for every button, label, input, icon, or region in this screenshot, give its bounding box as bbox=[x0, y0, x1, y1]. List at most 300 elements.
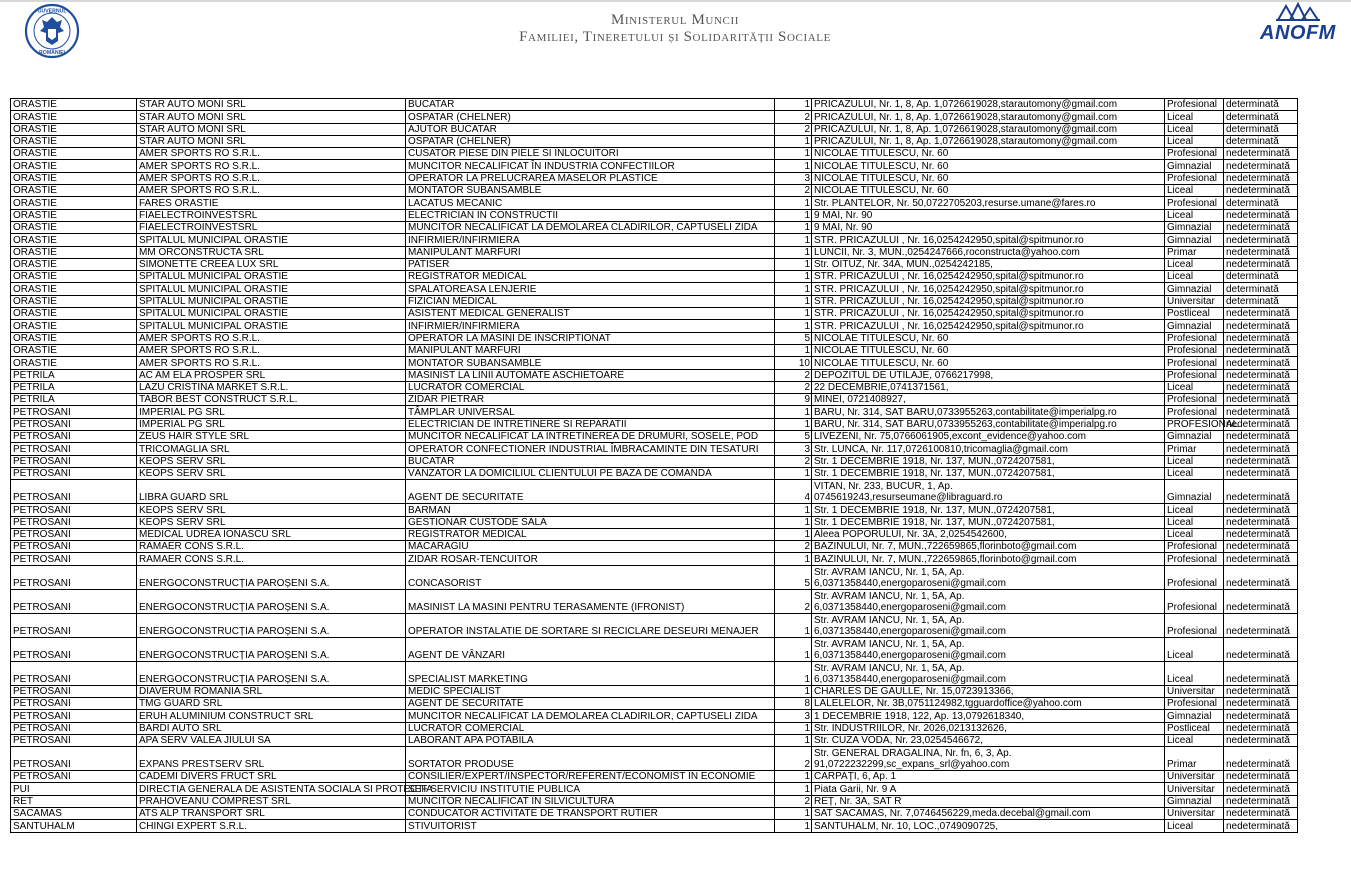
cell-location: PETROSANI bbox=[11, 418, 137, 430]
cell-address bbox=[812, 406, 1165, 418]
cell-address bbox=[812, 480, 1165, 504]
cell-occupation: ZIDAR PIETRAR bbox=[406, 394, 775, 406]
cell-education: Gimnazial bbox=[1165, 795, 1224, 807]
cell-contract-type: nedeterminată bbox=[1224, 308, 1298, 320]
address-line: BAZINULUI, Nr. 7, MUN.,722659865,florinboto@gmail.com bbox=[814, 541, 1077, 553]
cell-location: PETRILA bbox=[11, 381, 137, 393]
cell-occupation: FIZICIAN MEDICAL bbox=[406, 295, 775, 307]
table-row bbox=[11, 185, 1298, 197]
cell-address bbox=[812, 234, 1165, 246]
address-line: NICOLAE TITULESCU, Nr. 60 bbox=[814, 173, 949, 185]
cell-address bbox=[812, 722, 1165, 734]
table-row bbox=[11, 394, 1298, 406]
cell-location: ORASTIE bbox=[11, 320, 137, 332]
cell-employer: RAMAER CONS S.R.L. bbox=[137, 553, 406, 565]
address-line: LALELELOR, Nr. 3B,0751124982,tgguardoffice@yahoo.com bbox=[814, 698, 1082, 710]
cell-address bbox=[812, 820, 1165, 832]
cell-location: PETROSANI bbox=[11, 480, 137, 504]
cell-vacancy-count: 1 bbox=[775, 734, 812, 746]
cell-vacancy-count: 10 bbox=[775, 357, 812, 369]
table-row bbox=[11, 697, 1298, 709]
cell-location: PETROSANI bbox=[11, 661, 137, 685]
cell-occupation: MEDIC SPECIALIST bbox=[406, 685, 775, 697]
cell-vacancy-count: 1 bbox=[775, 553, 812, 565]
cell-contract-type: determinată bbox=[1224, 283, 1298, 295]
table-row bbox=[11, 589, 1298, 613]
cell-location: PETROSANI bbox=[11, 710, 137, 722]
cell-employer: BARDI AUTO SRL bbox=[137, 722, 406, 734]
cell-vacancy-count: 1 bbox=[775, 661, 812, 685]
cell-employer: KEOPS SERV SRL bbox=[137, 504, 406, 516]
cell-occupation: MUNCITOR NECALIFICAT LA ÎNTRETINEREA DE DRUMURI, SOSELE, POD bbox=[406, 431, 775, 443]
cell-education: Liceal bbox=[1165, 637, 1224, 661]
table-row bbox=[11, 418, 1298, 430]
table-row bbox=[11, 637, 1298, 661]
table-row bbox=[11, 197, 1298, 209]
cell-education: Gimnazial bbox=[1165, 160, 1224, 172]
cell-vacancy-count: 2 bbox=[775, 185, 812, 197]
cell-vacancy-count: 1 bbox=[775, 308, 812, 320]
cell-occupation: MUNCITOR NECALIFICAT ÎN INDUSTRIA CONFECTIILOR bbox=[406, 160, 775, 172]
cell-employer: LIBRA GUARD SRL bbox=[137, 480, 406, 504]
cell-education: Profesional bbox=[1165, 369, 1224, 381]
address-line: Str. OITUZ, Nr. 34A, MUN.,0254242185, bbox=[814, 259, 993, 271]
cell-location: PETROSANI bbox=[11, 467, 137, 479]
table-row bbox=[11, 295, 1298, 307]
table-row bbox=[11, 541, 1298, 553]
cell-address bbox=[812, 516, 1165, 528]
cell-location: ORASTIE bbox=[11, 135, 137, 147]
cell-vacancy-count: 5 bbox=[775, 332, 812, 344]
cell-address bbox=[812, 246, 1165, 258]
cell-education: Profesional bbox=[1165, 394, 1224, 406]
cell-vacancy-count: 4 bbox=[775, 480, 812, 504]
cell-location: ORASTIE bbox=[11, 357, 137, 369]
cell-location: PETROSANI bbox=[11, 443, 137, 455]
cell-location: PETROSANI bbox=[11, 722, 137, 734]
cell-vacancy-count: 9 bbox=[775, 394, 812, 406]
cell-occupation: SPECIALIST MARKETING bbox=[406, 661, 775, 685]
table-row bbox=[11, 783, 1298, 795]
cell-address bbox=[812, 258, 1165, 270]
cell-address bbox=[812, 172, 1165, 184]
table-row bbox=[11, 258, 1298, 270]
cell-address bbox=[812, 565, 1165, 589]
cell-location: PETROSANI bbox=[11, 747, 137, 771]
address-line: Str. INDUSTRIILOR, Nr. 2026,0213132626, bbox=[814, 722, 1007, 734]
cell-education: Profesional bbox=[1165, 613, 1224, 637]
cell-education: Liceal bbox=[1165, 258, 1224, 270]
cell-occupation: MANIPULANT MARFURI bbox=[406, 344, 775, 356]
cell-location: PETROSANI bbox=[11, 553, 137, 565]
cell-employer: KEOPS SERV SRL bbox=[137, 455, 406, 467]
svg-text:GUVERNUL: GUVERNUL bbox=[37, 8, 67, 15]
address-line: Aleea POPORULUI, Nr. 3A, 2,0254542600, bbox=[814, 529, 1007, 541]
cell-vacancy-count: 1 bbox=[775, 783, 812, 795]
cell-education: Universitar bbox=[1165, 295, 1224, 307]
cell-education: Gimnazial bbox=[1165, 431, 1224, 443]
cell-employer: ATS ALP TRANSPORT SRL bbox=[137, 808, 406, 820]
cell-occupation: LACATUS MECANIC bbox=[406, 197, 775, 209]
cell-vacancy-count: 5 bbox=[775, 431, 812, 443]
cell-education: Liceal bbox=[1165, 381, 1224, 393]
cell-vacancy-count: 1 bbox=[775, 295, 812, 307]
cell-occupation: SORTATOR PRODUSE bbox=[406, 747, 775, 771]
cell-address bbox=[812, 111, 1165, 123]
table-row bbox=[11, 771, 1298, 783]
cell-contract-type: nedeterminată bbox=[1224, 258, 1298, 270]
cell-address bbox=[812, 99, 1165, 111]
cell-location: ORASTIE bbox=[11, 221, 137, 233]
cell-location: SACAMAS bbox=[11, 808, 137, 820]
cell-address bbox=[812, 418, 1165, 430]
cell-vacancy-count: 1 bbox=[775, 820, 812, 832]
cell-address bbox=[812, 661, 1165, 685]
cell-employer: ERUH ALUMINIUM CONSTRUCT SRL bbox=[137, 710, 406, 722]
job-vacancies-table bbox=[10, 98, 1298, 833]
table-row bbox=[11, 148, 1298, 160]
address-line: STR. PRICAZULUI , Nr. 16,0254242950,spital@spitmunor.ro bbox=[814, 320, 1084, 332]
table-row bbox=[11, 722, 1298, 734]
cell-education: Profesional bbox=[1165, 197, 1224, 209]
address-line: PRICAZULUI, Nr. 1, 8, Ap. 1,0726619028,starautomony@gmail.com bbox=[814, 136, 1118, 148]
cell-employer: STAR AUTO MONI SRL bbox=[137, 99, 406, 111]
cell-education: Profesional bbox=[1165, 332, 1224, 344]
table-row bbox=[11, 480, 1298, 504]
cell-contract-type: determinată bbox=[1224, 123, 1298, 135]
cell-address bbox=[812, 369, 1165, 381]
cell-occupation: SPALATOREASA LENJERIE bbox=[406, 283, 775, 295]
cell-occupation: OPERATOR CONFECTIONER INDUSTRIAL ÎMBRACAMINTE DIN TESATURI bbox=[406, 443, 775, 455]
cell-address bbox=[812, 685, 1165, 697]
address-line: NICOLAE TITULESCU, Nr. 60 bbox=[814, 148, 949, 160]
cell-contract-type: nedeterminată bbox=[1224, 783, 1298, 795]
cell-contract-type: determinată bbox=[1224, 111, 1298, 123]
cell-education: Liceal bbox=[1165, 123, 1224, 135]
cell-vacancy-count: 1 bbox=[775, 246, 812, 258]
address-line: NICOLAE TITULESCU, Nr. 60 bbox=[814, 160, 949, 172]
cell-occupation: REGISTRATOR MEDICAL bbox=[406, 528, 775, 540]
cell-vacancy-count: 1 bbox=[775, 516, 812, 528]
address-line: Str. LUNCA, Nr. 117,0726100810,tricomaglia@gmail.com bbox=[814, 443, 1068, 455]
cell-location: ORASTIE bbox=[11, 246, 137, 258]
cell-education: Liceal bbox=[1165, 209, 1224, 221]
cell-contract-type: nedeterminată bbox=[1224, 697, 1298, 709]
cell-education: Primar bbox=[1165, 443, 1224, 455]
cell-address bbox=[812, 135, 1165, 147]
cell-education: Liceal bbox=[1165, 111, 1224, 123]
cell-occupation: MANIPULANT MARFURI bbox=[406, 246, 775, 258]
cell-education: Liceal bbox=[1165, 467, 1224, 479]
cell-contract-type: determinată bbox=[1224, 197, 1298, 209]
cell-occupation: ASISTENT MEDICAL GENERALIST bbox=[406, 308, 775, 320]
cell-address bbox=[812, 431, 1165, 443]
cell-vacancy-count: 2 bbox=[775, 123, 812, 135]
address-line: DEPOZITUL DE UTILAJE, 0766217998, bbox=[814, 369, 994, 381]
cell-address bbox=[812, 185, 1165, 197]
cell-education: Gimnazial bbox=[1165, 480, 1224, 504]
cell-contract-type: nedeterminată bbox=[1224, 185, 1298, 197]
address-line: PRICAZULUI, Nr. 1, 8, Ap. 1,0726619028,starautomony@gmail.com bbox=[814, 123, 1118, 135]
cell-occupation: AGENT DE VÂNZARI bbox=[406, 637, 775, 661]
cell-education: Profesional bbox=[1165, 172, 1224, 184]
address-line: CHARLES DE GAULLE, Nr. 15,0723913366, bbox=[814, 685, 1014, 697]
cell-occupation: OSPATAR (CHELNER) bbox=[406, 111, 775, 123]
cell-address bbox=[812, 808, 1165, 820]
table-row bbox=[11, 443, 1298, 455]
cell-employer: RAMAER CONS S.R.L. bbox=[137, 541, 406, 553]
cell-address bbox=[812, 795, 1165, 807]
cell-vacancy-count: 1 bbox=[775, 637, 812, 661]
cell-address bbox=[812, 344, 1165, 356]
cell-contract-type: nedeterminată bbox=[1224, 722, 1298, 734]
table-row bbox=[11, 381, 1298, 393]
header-top-line bbox=[0, 0, 1351, 2]
cell-vacancy-count: 1 bbox=[775, 258, 812, 270]
cell-employer: IMPERIAL PG SRL bbox=[137, 406, 406, 418]
cell-occupation: BUCATAR bbox=[406, 455, 775, 467]
cell-employer: DIRECTIA GENERALA DE ASISTENTA SOCIALA SI PROTECTIA bbox=[137, 783, 406, 795]
address-line: Str. AVRAM IANCU, Nr. 1, 5A, Ap. bbox=[814, 662, 965, 674]
cell-location: ORASTIE bbox=[11, 308, 137, 320]
cell-employer: KEOPS SERV SRL bbox=[137, 467, 406, 479]
cell-education: Profesional bbox=[1165, 565, 1224, 589]
table-row bbox=[11, 172, 1298, 184]
cell-occupation: CONCASORIST bbox=[406, 565, 775, 589]
cell-contract-type: nedeterminată bbox=[1224, 771, 1298, 783]
cell-contract-type: nedeterminată bbox=[1224, 710, 1298, 722]
address-line: 1 DECEMBRIE 1918, 122, Ap. 13,0792618340, bbox=[814, 710, 1025, 722]
cell-occupation: TÂMPLAR UNIVERSAL bbox=[406, 406, 775, 418]
table-row bbox=[11, 528, 1298, 540]
table-row bbox=[11, 221, 1298, 233]
cell-employer: EXPANS PRESTSERV SRL bbox=[137, 747, 406, 771]
table-row bbox=[11, 357, 1298, 369]
cell-occupation: LUCRATOR COMERCIAL bbox=[406, 381, 775, 393]
cell-vacancy-count: 1 bbox=[775, 722, 812, 734]
table-row bbox=[11, 332, 1298, 344]
cell-vacancy-count: 1 bbox=[775, 160, 812, 172]
cell-occupation: LABORANT APA POTABILA bbox=[406, 734, 775, 746]
cell-education: Profesional bbox=[1165, 589, 1224, 613]
cell-address bbox=[812, 320, 1165, 332]
cell-contract-type: nedeterminată bbox=[1224, 320, 1298, 332]
cell-contract-type: nedeterminată bbox=[1224, 528, 1298, 540]
address-line: STR. PRICAZULUI , Nr. 16,0254242950,spital@spitmunor.ro bbox=[814, 234, 1084, 246]
cell-contract-type: nedeterminată bbox=[1224, 589, 1298, 613]
cell-address bbox=[812, 295, 1165, 307]
cell-education: Gimnazial bbox=[1165, 320, 1224, 332]
table-row bbox=[11, 320, 1298, 332]
cell-education: PROFESIONAL bbox=[1165, 418, 1224, 430]
cell-occupation: MUNCITOR NECALIFICAT LA DEMOLAREA CLADIRILOR, CAPTUSELI ZIDA bbox=[406, 710, 775, 722]
cell-location: ORASTIE bbox=[11, 197, 137, 209]
cell-contract-type: nedeterminată bbox=[1224, 221, 1298, 233]
cell-location: PETROSANI bbox=[11, 734, 137, 746]
address-line: NICOLAE TITULESCU, Nr. 60 bbox=[814, 357, 949, 369]
cell-location: PETROSANI bbox=[11, 685, 137, 697]
table-row bbox=[11, 99, 1298, 111]
table-row bbox=[11, 734, 1298, 746]
cell-employer: FIAELECTROINVESTSRL bbox=[137, 209, 406, 221]
cell-employer: FIAELECTROINVESTSRL bbox=[137, 221, 406, 233]
cell-education: Primar bbox=[1165, 747, 1224, 771]
cell-location: PETROSANI bbox=[11, 504, 137, 516]
cell-address bbox=[812, 747, 1165, 771]
table-row bbox=[11, 271, 1298, 283]
cell-employer: SIMONETTE CREEA LUX SRL bbox=[137, 258, 406, 270]
cell-employer: SPITALUL MUNICIPAL ORASTIE bbox=[137, 271, 406, 283]
cell-occupation: AGENT DE SECURITATE bbox=[406, 697, 775, 709]
address-line: LIVEZENI, Nr. 75,0766061905,excont_evidence@yahoo.com bbox=[814, 431, 1086, 443]
cell-employer: MEDICAL UDREA IONASCU SRL bbox=[137, 528, 406, 540]
cell-contract-type: nedeterminată bbox=[1224, 808, 1298, 820]
cell-education: Profesional bbox=[1165, 344, 1224, 356]
address-line: 6,0371358440,energoparoseni@gmail.com bbox=[814, 673, 1006, 685]
cell-address bbox=[812, 589, 1165, 613]
svg-text:ROMÂNIEI: ROMÂNIEI bbox=[39, 50, 65, 56]
cell-contract-type: determinată bbox=[1224, 135, 1298, 147]
address-line: MINEI, 0721408927, bbox=[814, 394, 906, 406]
address-line: 9 MAI, Nr. 90 bbox=[814, 222, 873, 234]
address-line: BARU, Nr. 314, SAT BARU,0733955263,contabilitate@imperialpg.ro bbox=[814, 406, 1117, 418]
cell-location: PETRILA bbox=[11, 394, 137, 406]
cell-address bbox=[812, 710, 1165, 722]
cell-vacancy-count: 5 bbox=[775, 565, 812, 589]
cell-address bbox=[812, 771, 1165, 783]
cell-contract-type: nedeterminată bbox=[1224, 357, 1298, 369]
cell-education: Liceal bbox=[1165, 516, 1224, 528]
cell-address bbox=[812, 209, 1165, 221]
cell-education: Gimnazial bbox=[1165, 710, 1224, 722]
table-row bbox=[11, 685, 1298, 697]
cell-education: Profesional bbox=[1165, 357, 1224, 369]
cell-employer: APA SERV VALEA JIULUI SA bbox=[137, 734, 406, 746]
cell-location: PETROSANI bbox=[11, 455, 137, 467]
cell-education: Universitar bbox=[1165, 808, 1224, 820]
cell-location: PETROSANI bbox=[11, 565, 137, 589]
cell-education: Postliceal bbox=[1165, 308, 1224, 320]
cell-education: Gimnazial bbox=[1165, 283, 1224, 295]
cell-address bbox=[812, 271, 1165, 283]
address-line: Str. 1 DECEMBRIE 1918, Nr. 137, MUN.,0724207581, bbox=[814, 455, 1055, 467]
cell-contract-type: nedeterminată bbox=[1224, 369, 1298, 381]
cell-address bbox=[812, 541, 1165, 553]
cell-employer: KEOPS SERV SRL bbox=[137, 516, 406, 528]
cell-occupation: ZIDAR ROSAR-TENCUITOR bbox=[406, 553, 775, 565]
cell-contract-type: nedeterminată bbox=[1224, 381, 1298, 393]
cell-employer: AMER SPORTS RO S.R.L. bbox=[137, 357, 406, 369]
cell-occupation: INFIRMIER/INFIRMIERA bbox=[406, 234, 775, 246]
cell-occupation: STIVUITORIST bbox=[406, 820, 775, 832]
cell-location: PETROSANI bbox=[11, 771, 137, 783]
cell-address bbox=[812, 308, 1165, 320]
cell-location: ORASTIE bbox=[11, 332, 137, 344]
cell-contract-type: nedeterminată bbox=[1224, 565, 1298, 589]
cell-employer: ENERGOCONSTRUCȚIA PAROȘENI S.A. bbox=[137, 589, 406, 613]
cell-education: Liceal bbox=[1165, 504, 1224, 516]
cell-contract-type: determinată bbox=[1224, 99, 1298, 111]
table-row bbox=[11, 308, 1298, 320]
cell-employer: AMER SPORTS RO S.R.L. bbox=[137, 172, 406, 184]
address-line: NICOLAE TITULESCU, Nr. 60 bbox=[814, 345, 949, 357]
cell-employer: FARES ORASTIE bbox=[137, 197, 406, 209]
table-row bbox=[11, 504, 1298, 516]
cell-contract-type: nedeterminată bbox=[1224, 685, 1298, 697]
cell-contract-type: nedeterminată bbox=[1224, 148, 1298, 160]
cell-employer: AC AM ELA PROSPER SRL bbox=[137, 369, 406, 381]
cell-occupation: MASINIST LA MASINI PENTRU TERASAMENTE (IFRONIST) bbox=[406, 589, 775, 613]
cell-location: ORASTIE bbox=[11, 344, 137, 356]
cell-location: ORASTIE bbox=[11, 295, 137, 307]
cell-contract-type: nedeterminată bbox=[1224, 455, 1298, 467]
cell-address bbox=[812, 197, 1165, 209]
table-row bbox=[11, 123, 1298, 135]
cell-employer: AMER SPORTS RO S.R.L. bbox=[137, 332, 406, 344]
cell-vacancy-count: 1 bbox=[775, 771, 812, 783]
cell-address bbox=[812, 160, 1165, 172]
cell-employer: MM ORCONSTRUCTA SRL bbox=[137, 246, 406, 258]
cell-location: ORASTIE bbox=[11, 258, 137, 270]
cell-occupation: CUSATOR PIESE DIN PIELE SI ÎNLOCUITORI bbox=[406, 148, 775, 160]
cell-occupation: SEF SERVICIU INSTITUTIE PUBLICA bbox=[406, 783, 775, 795]
table-row bbox=[11, 160, 1298, 172]
cell-education: Gimnazial bbox=[1165, 234, 1224, 246]
cell-occupation: CONSILIER/EXPERT/INSPECTOR/REFERENT/ECONOMIST ÎN ECONOMIE bbox=[406, 771, 775, 783]
cell-address bbox=[812, 734, 1165, 746]
cell-address bbox=[812, 504, 1165, 516]
cell-location: PETROSANI bbox=[11, 528, 137, 540]
cell-address bbox=[812, 148, 1165, 160]
cell-location: PETROSANI bbox=[11, 589, 137, 613]
ministry-title-line1: Ministerul Muncii bbox=[610, 12, 739, 28]
cell-location: SANTUHALM bbox=[11, 820, 137, 832]
address-line: Str. 1 DECEMBRIE 1918, Nr. 137, MUN.,0724207581, bbox=[814, 468, 1055, 480]
cell-vacancy-count: 2 bbox=[775, 111, 812, 123]
cell-address bbox=[812, 697, 1165, 709]
address-line: VITAN, Nr. 233, BUCUR, 1, Ap. bbox=[814, 481, 953, 493]
cell-employer: PRAHOVEANU COMPREST SRL bbox=[137, 795, 406, 807]
cell-location: RET bbox=[11, 795, 137, 807]
cell-occupation: MACARAGIU bbox=[406, 541, 775, 553]
cell-employer: SPITALUL MUNICIPAL ORASTIE bbox=[137, 308, 406, 320]
cell-contract-type: nedeterminată bbox=[1224, 344, 1298, 356]
cell-vacancy-count: 2 bbox=[775, 369, 812, 381]
cell-occupation: LUCRATOR COMERCIAL bbox=[406, 722, 775, 734]
table-row bbox=[11, 283, 1298, 295]
cell-address bbox=[812, 467, 1165, 479]
table-row bbox=[11, 234, 1298, 246]
table-row bbox=[11, 710, 1298, 722]
cell-location: ORASTIE bbox=[11, 111, 137, 123]
cell-location: PUI bbox=[11, 783, 137, 795]
address-line: STR. PRICAZULUI , Nr. 16,0254242950,spital@spitmunor.ro bbox=[814, 308, 1084, 320]
cell-occupation: INFIRMIER/INFIRMIERA bbox=[406, 320, 775, 332]
cell-vacancy-count: 1 bbox=[775, 808, 812, 820]
cell-employer: AMER SPORTS RO S.R.L. bbox=[137, 160, 406, 172]
cell-employer: ENERGOCONSTRUCȚIA PAROȘENI S.A. bbox=[137, 613, 406, 637]
cell-occupation: GESTIONAR CUSTODE SALA bbox=[406, 516, 775, 528]
cell-address bbox=[812, 528, 1165, 540]
table-row bbox=[11, 209, 1298, 221]
cell-employer: STAR AUTO MONI SRL bbox=[137, 135, 406, 147]
cell-contract-type: nedeterminată bbox=[1224, 504, 1298, 516]
cell-contract-type: nedeterminată bbox=[1224, 418, 1298, 430]
table-row bbox=[11, 808, 1298, 820]
address-line: 0745619243,resurseumane@libraguard.ro bbox=[814, 492, 1003, 504]
cell-address bbox=[812, 637, 1165, 661]
address-line: Str. CUZA VODA, Nr. 23,0254546672, bbox=[814, 735, 983, 747]
